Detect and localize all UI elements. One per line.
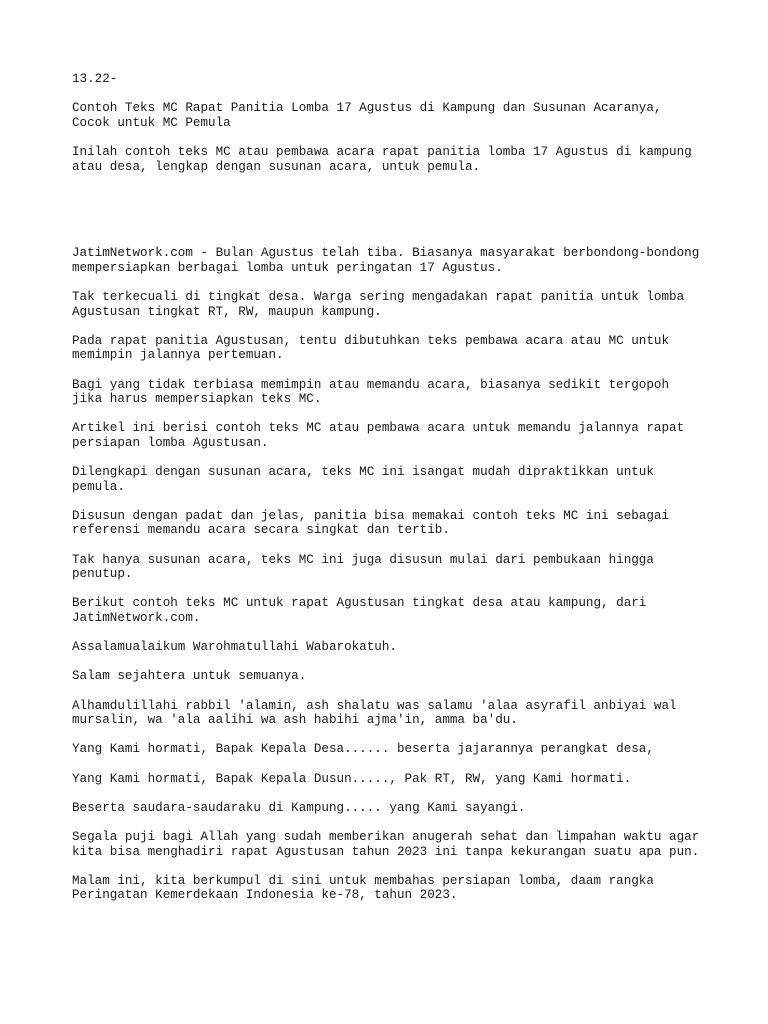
- time-stamp: 13.22-: [72, 72, 118, 86]
- article-title: Contoh Teks MC Rapat Panitia Lomba 17 Agustus di Kampung dan Susunan Acaranya, Cocok untuk MC Pemula: [72, 101, 662, 130]
- paragraph: Malam ini, kita berkumpul di sini untuk membahas persiapan lomba, daam rangka Peringatan Kemerdekaan Indonesia ke-78, tahun 2023.: [72, 873, 654, 903]
- paragraph: Bagi yang tidak terbiasa memimpin atau memandu acara, biasanya sedikit tergopoh jika harus mempersiapkan teks MC.: [72, 377, 670, 407]
- document-body: [72, 72, 712, 917]
- paragraph: JatimNetwork.com - Bulan Agustus telah tiba. Biasanya masyarakat berbondong-bondong mempersiapkan berbagai lomba untuk peringatan 17 Agustus.: [72, 246, 700, 275]
- greeting-line: Salam sejahtera untuk semuanya.: [72, 669, 307, 684]
- paragraph: Dilengkapi dengan susunan acara, teks MC ini isangat mudah dipraktikkan untuk pemula.: [72, 465, 654, 494]
- paragraph: Tak hanya susunan acara, teks MC ini juga disusun mulai dari pembukaan hingga penutup.: [72, 552, 654, 582]
- paragraph: Disusun dengan padat dan jelas, panitia bisa memakai contoh teks MC ini sebagai referensi memandu acara secara singkat dan tertib.: [72, 508, 670, 538]
- paragraph: Tak terkecuali di tingkat desa. Warga sering mengadakan rapat panitia untuk lomba Agustusan tingkat RT, RW, maupun kampung.: [72, 289, 685, 319]
- salutation-line: Yang Kami hormati, Bapak Kepala Desa...... beserta jajarannya perangkat desa,: [72, 742, 654, 757]
- paragraph: Artikel ini berisi contoh teks MC atau pembawa acara untuk memandu jalannya rapat persiapan lomba Agustusan.: [72, 421, 685, 450]
- paragraph: Berikut contoh teks MC untuk rapat Agustusan tingkat desa atau kampung, dari JatimNetwork.com.: [72, 596, 647, 625]
- paragraph: Pada rapat panitia Agustusan, tentu dibutuhkan teks pembawa acara atau MC untuk memimpin jalannya pertemuan.: [72, 333, 670, 363]
- paragraph: Alhamdulillahi rabbil 'alamin, ash shalatu was salamu 'alaa asyrafil anbiyai wal mursalin, wa 'ala aalihi wa ash habihi ajma'in, amma ba'du.: [72, 698, 677, 728]
- paragraph: Segala puji bagi Allah yang sudah memberikan anugerah sehat dan limpahan waktu agar kita bisa menghadiri rapat Agustusan tahun 2023 ini tanpa kekurangan suatu apa pun.: [72, 829, 700, 859]
- salutation-line: Beserta saudara-saudaraku di Kampung..... yang Kami sayangi.: [72, 800, 526, 815]
- article-lead: Inilah contoh teks MC atau pembawa acara rapat panitia lomba 17 Agustus di kampung atau desa, lengkap dengan susunan acara, untuk pemula.: [72, 144, 692, 174]
- greeting-line: Assalamualaikum Warohmatullahi Wabarokatuh.: [72, 640, 397, 655]
- salutation-line: Yang Kami hormati, Bapak Kepala Dusun....., Pak RT, RW, yang Kami hormati.: [72, 771, 632, 786]
